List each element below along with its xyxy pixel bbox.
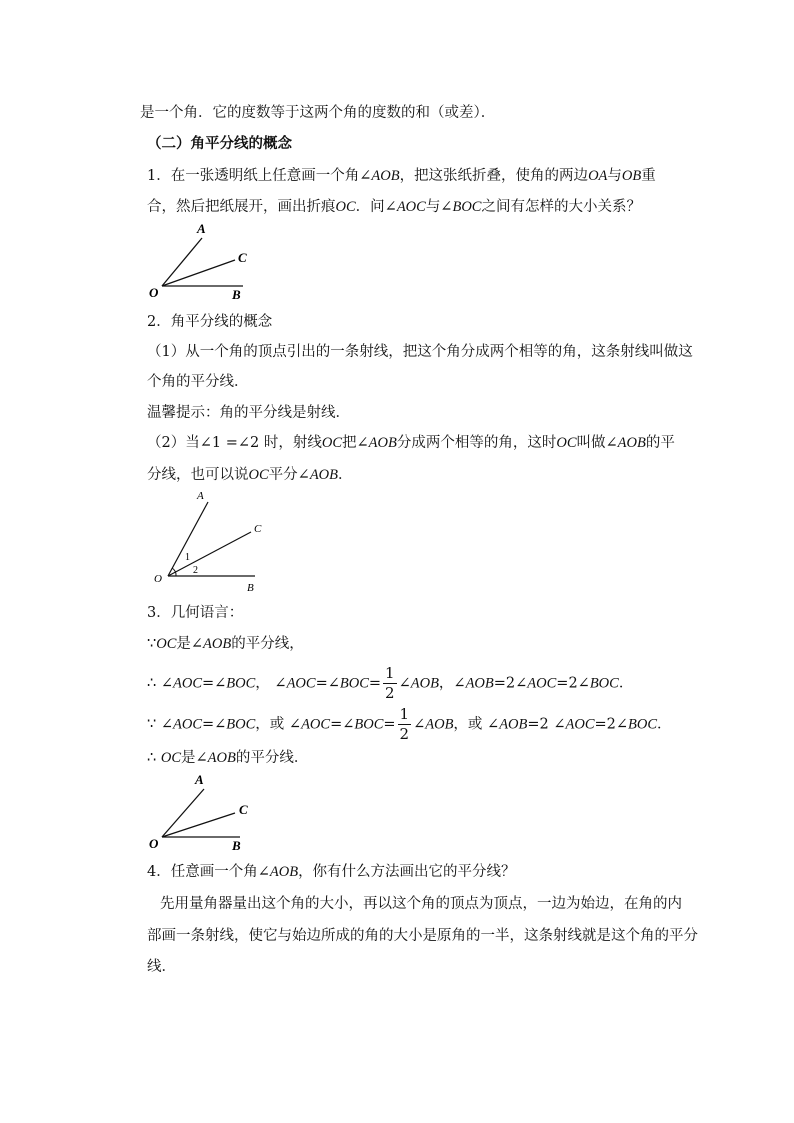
question-2-p2-line-2: 分线，也可以说OC平分∠AOB． [147,467,353,483]
angle-figure-3 [140,768,280,858]
geometry-line-2: ∴ ∠AOC=∠BOC， ∠AOC=∠BOC= $\frac{1}{2}$ ∠AOB，∠AOB=2∠AOC=2∠BOC． [147,664,634,702]
angle-arc [172,568,176,576]
question-2-p2-line-1: （2）当∠1 =∠2 时，射线OC把∠AOB分成两个相等的角，这时OC叫做∠AOB的平 [147,435,675,451]
label-o: O [149,836,159,851]
label-angle-1: 1 [185,552,190,563]
label-o: O [154,573,162,585]
tip-line: 温馨提示：角的平分线是射线． [147,405,350,421]
label-a: A [195,772,204,787]
label-c: C [238,250,247,265]
label-angle-2: 2 [193,565,198,576]
question-1-line-2: 合，然后把纸展开，画出折痕OC．问∠AOC与∠BOC之间有怎样的大小关系？ [147,199,641,215]
section-title: （二）角平分线的概念 [147,135,292,152]
question-2-p1-line-1: （1）从一个角的顶点引出的一条射线，把这个角分成两个相等的角，这条射线叫做这 [147,344,693,360]
label-c: C [239,802,248,817]
question-1-line-1: 1．在一张透明纸上任意画一个角∠AOB，把这张纸折叠，使角的两边OA与OB重 [147,168,656,184]
angle-figure-1 [140,220,280,305]
label-b: B [232,287,241,302]
label-b: B [232,838,241,853]
label-b: B [247,582,254,594]
geometry-line-1: ∵OC是∠AOB的平分线， [147,636,304,652]
question-4-answer-line-1: 先用量角器量出这个角的大小，再以这个角的顶点为顶点，一边为始边，在角的内 [160,896,682,912]
question-4-answer-line-2: 部画一条射线，使它与始边所成的角的大小是原角的一半，这条射线就是这个角的平分 [147,928,698,944]
geometry-line-3: ∵ ∠AOC=∠BOC，或 ∠AOC=∠BOC= $\frac{1}{2}$ ∠AOB，或 ∠AOB=2 ∠AOC=2∠BOC． [147,705,672,743]
question-2-title: 2．角平分线的概念 [147,314,273,330]
question-3-title: 3．几何语言： [147,605,244,621]
label-o: O [149,285,159,300]
fraction-one-half: $\frac{1}{2}$ [385,664,395,702]
angle-figure-2 [145,488,275,598]
fraction-one-half: $\frac{1}{2}$ [399,705,410,743]
label-a: A [197,221,206,236]
intro-line: 是一个角．它的度数等于这两个角的度数的和（或差）． [140,105,496,121]
label-a: A [197,490,204,502]
question-2-p1-line-2: 个角的平分线． [147,374,249,390]
question-4-answer-line-3: 线． [147,959,176,975]
question-4-title: 4．任意画一个角∠AOB，你有什么方法画出它的平分线？ [147,864,516,880]
label-c: C [254,523,262,535]
geometry-line-4: ∴ OC是∠AOB的平分线． [147,750,309,766]
